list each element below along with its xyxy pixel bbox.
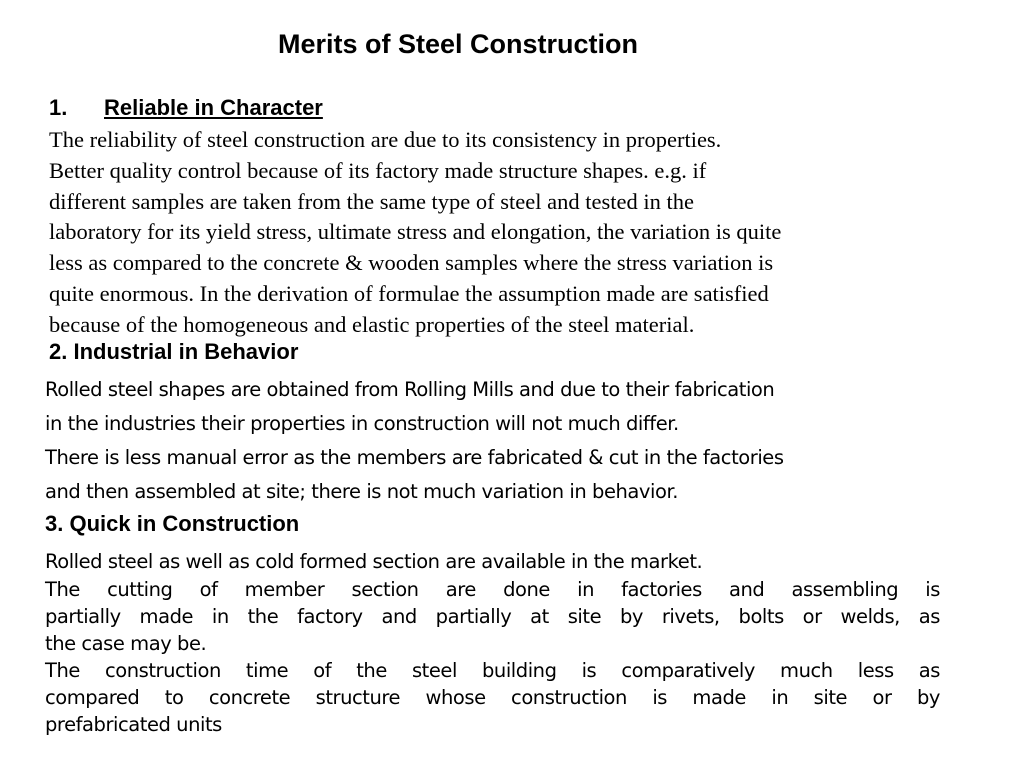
section-3-paragraph-1 bbox=[45, 576, 940, 657]
section-1-line: less as compared to the concrete & wooden samples where the stress variation is bbox=[49, 250, 774, 276]
section-1-line: Better quality control because of its factory made structure shapes. e.g. if bbox=[49, 157, 707, 183]
section-3-intro bbox=[45, 545, 965, 579]
section-3-para2-line: The construction time of the steel building is comparatively much less as bbox=[45, 659, 940, 682]
section-2-line: and then assembled at site; there is not much variation in behavior. bbox=[45, 480, 678, 503]
section-3-para2-line: compared to concrete structure whose construction is made in site or by bbox=[45, 686, 940, 709]
slide-title: Merits of Steel Construction bbox=[277, 29, 639, 59]
section-1-paragraph bbox=[49, 125, 979, 341]
section-3-para1-line: partially made in the factory and partially at site by rivets, bolts or welds, as bbox=[45, 605, 940, 628]
section-2-paragraph bbox=[45, 373, 965, 509]
section-3-para1-line: the case may be. bbox=[45, 632, 207, 655]
section-1-line: The reliability of steel construction are due to its consistency in properties. bbox=[49, 127, 722, 152]
section-3-paragraph-2 bbox=[45, 657, 940, 738]
section-2-line: Rolled steel shapes are obtained from Rolling Mills and due to their fabrication bbox=[45, 378, 775, 401]
section-3-intro-line: Rolled steel as well as cold formed section are available in the market. bbox=[45, 550, 703, 573]
section-3-heading: 3. Quick in Construction bbox=[45, 511, 300, 536]
section-1-title: Reliable in Character bbox=[104, 95, 323, 120]
section-1-heading bbox=[49, 94, 323, 122]
section-3-para1-line: The cutting of member section are done in factories and assembling is bbox=[45, 578, 940, 601]
section-3-para2-line: prefabricated units bbox=[45, 713, 222, 736]
section-1-line: different samples are taken from the same type of steel and tested in the bbox=[49, 188, 694, 214]
section-1-line: laboratory for its yield stress, ultimate stress and elongation, the variation is quite bbox=[49, 219, 782, 245]
section-1-line: because of the homogeneous and elastic properties of the steel material. bbox=[49, 311, 695, 337]
section-2-heading: 2. Industrial in Behavior bbox=[49, 339, 299, 364]
section-1-number: 1. bbox=[49, 95, 68, 120]
section-2-line: in the industries their properties in construction will not much differ. bbox=[45, 412, 679, 435]
section-1-line: quite enormous. In the derivation of formulae the assumption made are satisfied bbox=[49, 280, 769, 306]
section-2-line: There is less manual error as the members are fabricated & cut in the factories bbox=[45, 446, 784, 469]
